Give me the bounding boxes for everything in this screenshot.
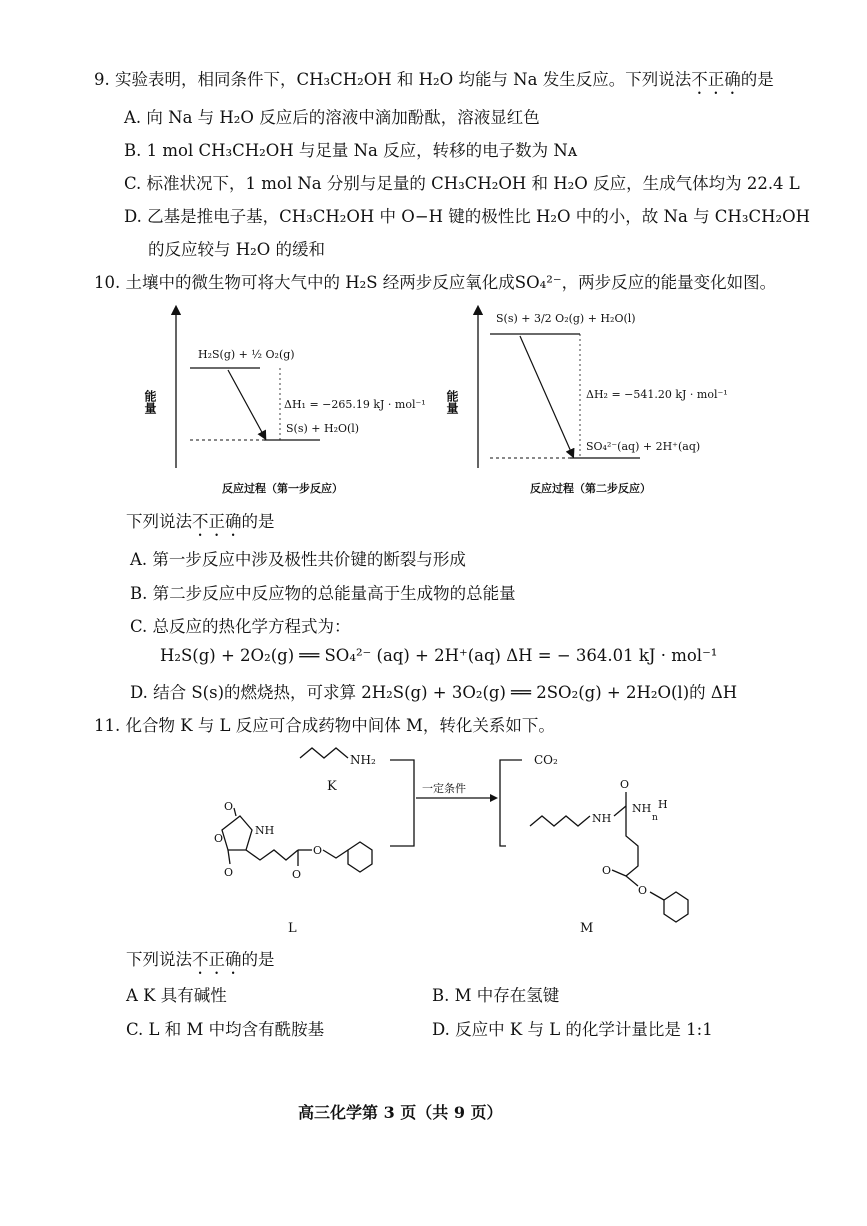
svg-text:O: O xyxy=(292,868,302,881)
label-L: L xyxy=(288,921,297,936)
energy-diagrams xyxy=(140,298,740,503)
condition-label: 一定条件 xyxy=(422,782,466,795)
label-K: K xyxy=(327,779,337,794)
d2-dh: ΔH₂ = −541.20 kJ · mol⁻¹ xyxy=(586,388,728,401)
compound-L xyxy=(214,800,372,936)
svg-text:O: O xyxy=(638,884,648,897)
svg-text:n: n xyxy=(652,813,658,823)
q10-stem: 10. 土壤中的微生物可将大气中的 H₂S 经两步反应氧化成SO₄²⁻，两步反应的能量变化如图。 xyxy=(94,273,777,292)
svg-text:O: O xyxy=(313,844,323,857)
q11-stem: 11. 化合物 K 与 L 反应可合成药物中间体 M，转化关系如下。 xyxy=(94,716,555,735)
q10-option-a: A. 第一步反应中涉及极性共价键的断裂与形成 xyxy=(130,550,466,569)
d2-reactant: S(s) + 3/2 O₂(g) + H₂O(l) xyxy=(496,312,636,325)
q11-option-c: C. L 和 M 中均含有酰胺基 xyxy=(126,1020,325,1039)
q11-option-a: A K 具有碱性 xyxy=(126,986,227,1005)
d2-caption: 反应过程（第二步反应） xyxy=(530,482,651,495)
compound-K xyxy=(300,748,376,794)
svg-text:NH: NH xyxy=(632,802,652,815)
d1-reactant: H₂S(g) + ½ O₂(g) xyxy=(198,348,295,361)
label-M: M xyxy=(580,921,594,936)
q9-emphasis: 不正确 xyxy=(691,70,741,89)
q9-option-b: B. 1 mol CH₃CH₂OH 与足量 Na 反应，转移的电子数为 Nᴀ xyxy=(124,141,578,160)
reaction-scheme xyxy=(200,740,720,940)
energy-diagram-2 xyxy=(445,310,728,495)
q9-stem: 9. 实验表明，相同条件下，CH₃CH₂OH 和 H₂O 均能与 Na 发生反应。下列说法不正确的是 xyxy=(94,70,774,89)
q10-option-b: B. 第二步反应中反应物的总能量高于生成物的总能量 xyxy=(130,584,516,603)
q11-option-b: B. M 中存在氢键 xyxy=(432,986,560,1005)
d1-dh: ΔH₁ = −265.19 kJ · mol⁻¹ xyxy=(284,398,426,411)
q11-option-d: D. 反应中 K 与 L 的化学计量比是 1:1 xyxy=(432,1020,713,1039)
q10-option-c: C. 总反应的热化学方程式为： xyxy=(130,617,351,636)
q11-ask: 下列说法不正确的是 xyxy=(126,950,275,969)
q9-option-d: D. 乙基是推电子基，CH₃CH₂OH 中 O−H 键的极性比 H₂O 中的小，故 Na 与 CH₃CH₂OH xyxy=(124,207,810,226)
d2-ylabel: 能量 xyxy=(445,390,459,414)
compound-M xyxy=(530,753,688,936)
q10-option-c-equation: H₂S(g) + 2O₂(g) ══ SO₄²⁻ (aq) + 2H⁺(aq) ΔH = − 364.01 kJ · mol⁻¹ xyxy=(160,646,718,665)
q10-number: 10. xyxy=(94,273,121,292)
q10-option-d: D. 结合 S(s)的燃烧热，可求算 2H₂S(g) + 3O₂(g) ══ 2SO₂(g) + 2H₂O(l)的 ΔH xyxy=(130,683,738,702)
q10-emphasis: 不正确 xyxy=(192,512,242,531)
d1-ylabel: 能量 xyxy=(143,390,157,414)
q9-option-d-cont: 的反应较与 H₂O 的缓和 xyxy=(148,240,326,259)
q9-number: 9. xyxy=(94,70,110,89)
d1-product: S(s) + H₂O(l) xyxy=(286,422,360,435)
energy-diagram-1 xyxy=(143,310,426,495)
svg-text:O: O xyxy=(224,866,234,879)
svg-text:O: O xyxy=(620,778,630,791)
svg-text:NH: NH xyxy=(255,824,275,837)
q10-ask: 下列说法不正确的是 xyxy=(126,512,275,531)
svg-text:O: O xyxy=(224,800,234,813)
d2-product: SO₄²⁻(aq) + 2H⁺(aq) xyxy=(586,440,701,453)
q11-emphasis: 不正确 xyxy=(192,950,242,969)
q9-option-c: C. 标准状况下，1 mol Na 分别与足量的 CH₃CH₂OH 和 H₂O 反应，生成气体均为 22.4 L xyxy=(124,174,800,193)
svg-text:NH₂: NH₂ xyxy=(350,753,376,767)
q9-option-a: A. 向 Na 与 H₂O 反应后的溶液中滴加酚酞，溶液显红色 xyxy=(124,108,540,127)
co2-label: CO₂ xyxy=(534,753,558,767)
svg-text:O: O xyxy=(602,864,612,877)
d1-caption: 反应过程（第一步反应） xyxy=(222,482,343,495)
svg-text:O: O xyxy=(214,832,224,845)
svg-text:NH: NH xyxy=(592,812,612,825)
page-footer: 高三化学第 3 页（共 9 页） xyxy=(298,1103,503,1122)
svg-text:H: H xyxy=(658,798,668,811)
q11-number: 11. xyxy=(94,716,121,735)
